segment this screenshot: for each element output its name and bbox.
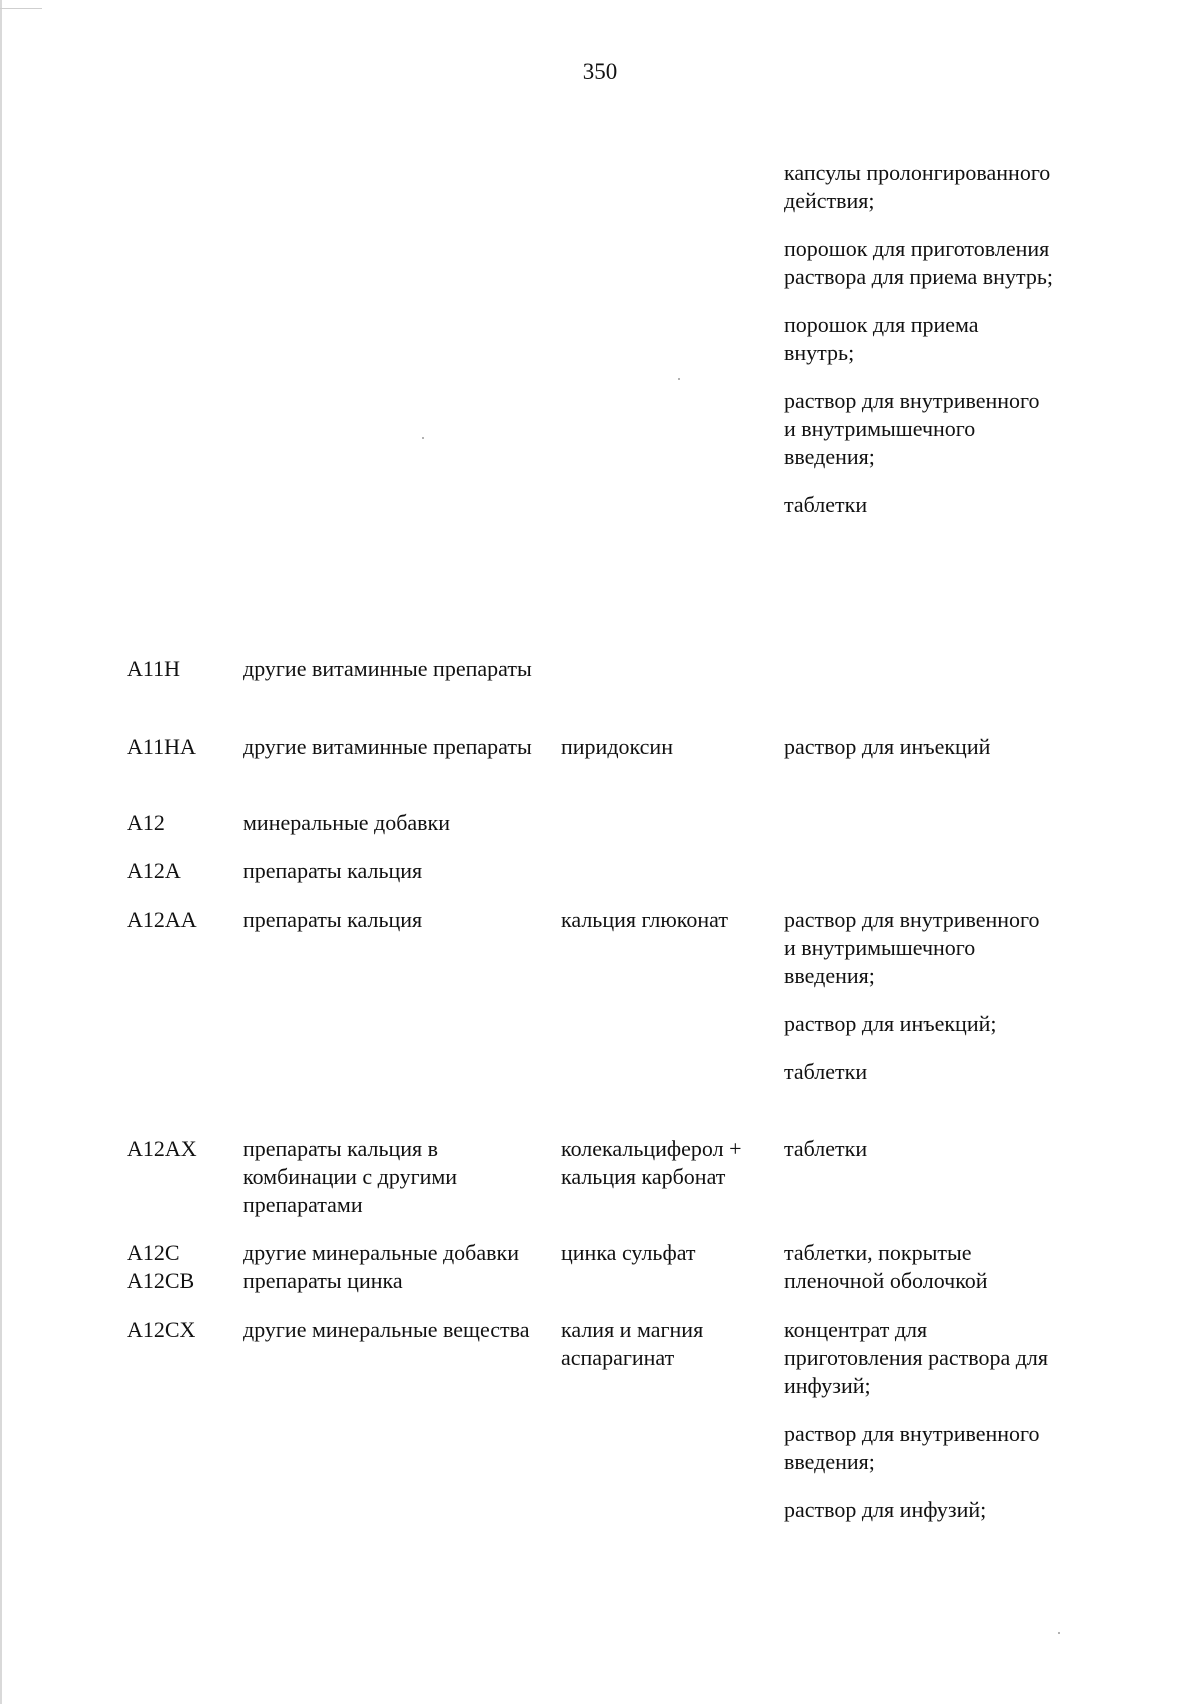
dosage-forms-cell: [784, 906, 1054, 1086]
dosage-form: порошок для приготовления раствора для приема внутрь;: [784, 236, 1053, 289]
drug-name: калия и магния аспарагинат: [561, 1317, 704, 1370]
atc-group-name: препараты кальция: [243, 858, 423, 883]
scan-speck: [1058, 1632, 1060, 1634]
atc-code: A12AA: [127, 907, 197, 932]
dosage-form: раствор для инъекций;: [784, 1011, 997, 1036]
atc-code: A12: [127, 810, 165, 835]
dosage-forms-cell: [784, 733, 1054, 761]
dosage-form: таблетки: [784, 1059, 868, 1084]
atc-code: A11H: [127, 656, 180, 681]
dosage-form: капсулы пролонгированного действия;: [784, 160, 1051, 213]
scan-speck: [422, 437, 424, 439]
dosage-form: таблетки, покрытые пленочной оболочкой: [784, 1240, 988, 1293]
drug-name: цинка сульфат: [561, 1240, 696, 1265]
atc-code: A11HA: [127, 734, 196, 759]
scan-margin-line: [0, 0, 8, 1704]
atc-group-name: другие витаминные препараты: [243, 734, 532, 759]
dosage-form: таблетки: [784, 492, 868, 517]
scan-speck: [678, 378, 680, 380]
dosage-form: раствор для внутривенного и внутримышечного введения;: [784, 388, 1040, 469]
drug-name: колекальциферол + кальция карбонат: [561, 1136, 742, 1189]
drug-name: кальция глюконат: [561, 907, 728, 932]
atc-group-name: другие минеральные добавки препараты цинка: [243, 1240, 519, 1293]
dosage-forms-cell: [784, 1135, 1054, 1163]
atc-group-name: другие минеральные вещества: [243, 1317, 530, 1342]
atc-group-name: препараты кальция в комбинации с другими препаратами: [243, 1136, 458, 1217]
page-number: 350: [582, 59, 618, 84]
dosage-forms-cell: [784, 159, 1054, 519]
atc-group-name: препараты кальция: [243, 907, 423, 932]
dosage-form: раствор для внутривенного и внутримышечного введения;: [784, 907, 1040, 988]
dosage-forms-cell: [784, 1316, 1054, 1524]
atc-code: A12AX: [127, 1136, 197, 1161]
dosage-form: раствор для внутривенного введения;: [784, 1421, 1040, 1474]
drug-name: пиридоксин: [561, 734, 673, 759]
atc-group-name: минеральные добавки: [243, 810, 451, 835]
dosage-forms-cell: [784, 1239, 1054, 1295]
dosage-form: раствор для инфузий;: [784, 1497, 987, 1522]
dosage-form: концентрат для приготовления раствора для инфузий;: [784, 1317, 1048, 1398]
atc-code: A12C A12CB: [127, 1240, 195, 1293]
dosage-form: порошок для приема внутрь;: [784, 312, 979, 365]
scan-corner-mark: [0, 8, 42, 9]
atc-group-name: другие витаминные препараты: [243, 656, 532, 681]
atc-code: A12CX: [127, 1317, 196, 1342]
atc-code: A12A: [127, 858, 181, 883]
dosage-form: раствор для инъекций: [784, 734, 991, 759]
dosage-form: таблетки: [784, 1136, 868, 1161]
